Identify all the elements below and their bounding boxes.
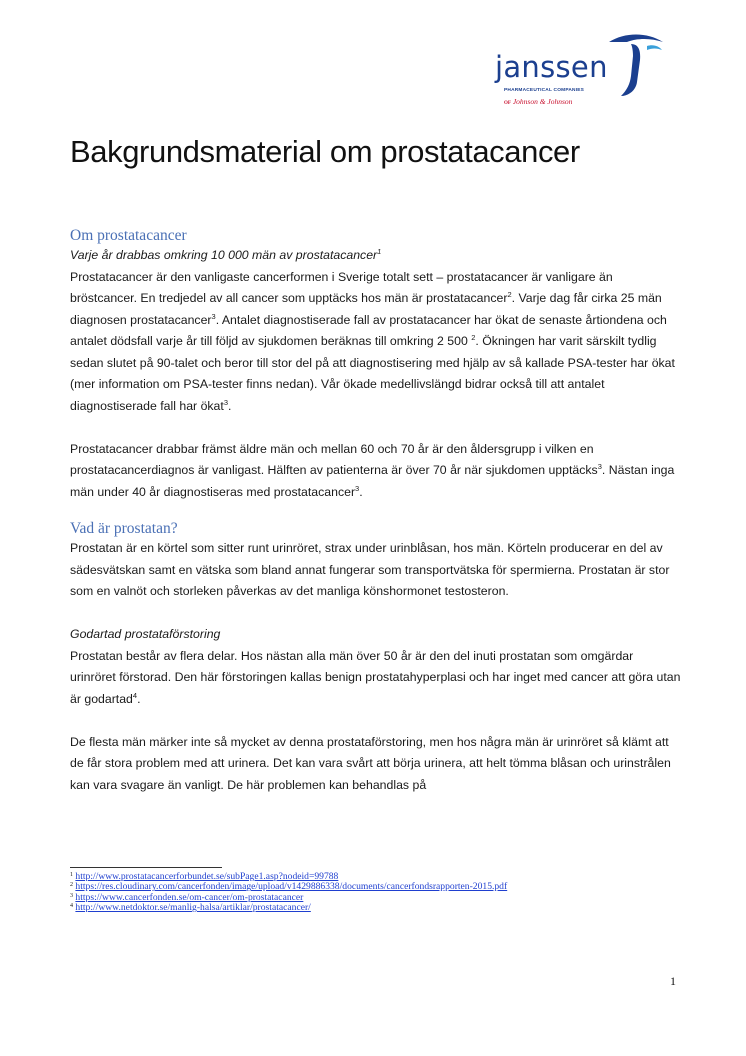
paragraph: De flesta män märker inte så mycket av denna prostataförstoring, men hos några män är urinröret så klämt att de får stora problem med att urinera. Det kan vara svårt att börja urinera, att helt tömma blåsan och urinstrålen kan vara svagare än vanligt. De här problemen kan behandlas på xyxy=(70,734,671,792)
logo-wordmark: janssen xyxy=(495,50,608,84)
document-title: Bakgrundsmaterial om prostatacancer xyxy=(70,134,580,169)
paragraph: Prostatacancer drabbar främst äldre män och mellan 60 och 70 år är den åldersgrupp i vilken en prostatacancerdiagnos är vanligast. Hälften av patienterna är över 70 år när sjukdomen upptäcks$^3$. Nästan inga män under 40 år diagnostiseras med prostatacancer$^3$. xyxy=(70,441,675,499)
footnote-link[interactable]: http://www.netdoktor.se/manlig-halsa/artiklar/prostatacancer/ xyxy=(75,902,311,914)
paragraph: Prostatan är en körtel som sitter runt urinröret, strax under urinblåsan, hos män. Körteln producerar en del av sädesvätskan samt en vätska som bland annat fungerar som transportvätska för spermierna. Prostatan är stor som en valnöt och storleken påverkas av det manliga könshormonet testosteron. xyxy=(70,541,670,598)
footnote-2: $^2$ https://res.cloudinary.com/cancerfonden/image/upload/v1429886338/documents/cancerfondsrapporten-2015.pdf xyxy=(70,881,508,893)
logo-parent: OF Johnson & Johnson xyxy=(504,97,573,106)
page-number: 1 xyxy=(670,974,676,988)
section-heading-vad-ar-prostatan: Vad är prostatan? xyxy=(70,520,178,537)
footnote-separator xyxy=(70,867,222,868)
footnote-link[interactable]: https://www.cancerfonden.se/om-cancer/om-prostatacancer xyxy=(75,891,304,903)
paragraph: Prostatan består av flera delar. Hos nästan alla män över 50 år är den del inuti prostatan som omgärdar urinröret förstorad. Den här förstoringen kallas benign prostatahyperplasi och har inget med cancer att göra utan är godartad$^4$. xyxy=(70,648,681,706)
footnotes xyxy=(70,867,682,914)
section-subheading: Varje år drabbas omkring 10 000 män av prostatacancer$^1$ xyxy=(70,247,382,262)
footnote-1: $^1$ http://www.prostatacancerforbundet.se/subPage1.asp?nodeid=99788 xyxy=(70,871,339,882)
section-heading-om-prostatacancer: Om prostatacancer xyxy=(70,227,187,244)
logo-tagline: PHARMACEUTICAL COMPANIES xyxy=(504,88,585,93)
footnote-4: $^4$ http://www.netdoktor.se/manlig-halsa/artiklar/prostatacancer/ xyxy=(70,902,311,914)
footnote-link[interactable]: https://res.cloudinary.com/cancerfonden/image/upload/v1429886338/documents/cancerfondsrapporten-2015.pdf xyxy=(75,881,508,893)
footnote-3: $^3$ https://www.cancerfonden.se/om-cancer/om-prostatacancer xyxy=(70,891,304,903)
document-body xyxy=(70,227,682,796)
section-subheading: Godartad prostataförstoring xyxy=(70,627,221,641)
janssen-logo xyxy=(495,30,665,112)
janssen-swoosh-icon xyxy=(607,30,665,100)
footnote-link[interactable]: http://www.prostatacancerforbundet.se/subPage1.asp?nodeid=99788 xyxy=(75,871,339,882)
paragraph: Prostatacancer är den vanligaste cancerformen i Sverige totalt sett – prostatacancer är vanligare än bröstcancer. En tredjedel av all cancer som upptäcks hos män är prostatacancer$^2$. Varje dag får cirka 25 män diagnosen prostatacancer$^3$. Antalet diagnostiserade fall av prostatacancer har ökat de senaste årtiondena och antalet dödsfall varje år till följd av sjukdomen beräknas till omkring 2 500 $^2$. Ökningen har varit särskilt tydlig sedan slutet på 90-talet och beror till stor del på att diagnostisering med hjälp av så kallade PSA-tester har ökat (mer information om PSA-tester finns nedan). Vår ökade medellivslängd bidrar också till att antalet diagnostiserade fall har ökat$^3$. xyxy=(70,269,675,413)
